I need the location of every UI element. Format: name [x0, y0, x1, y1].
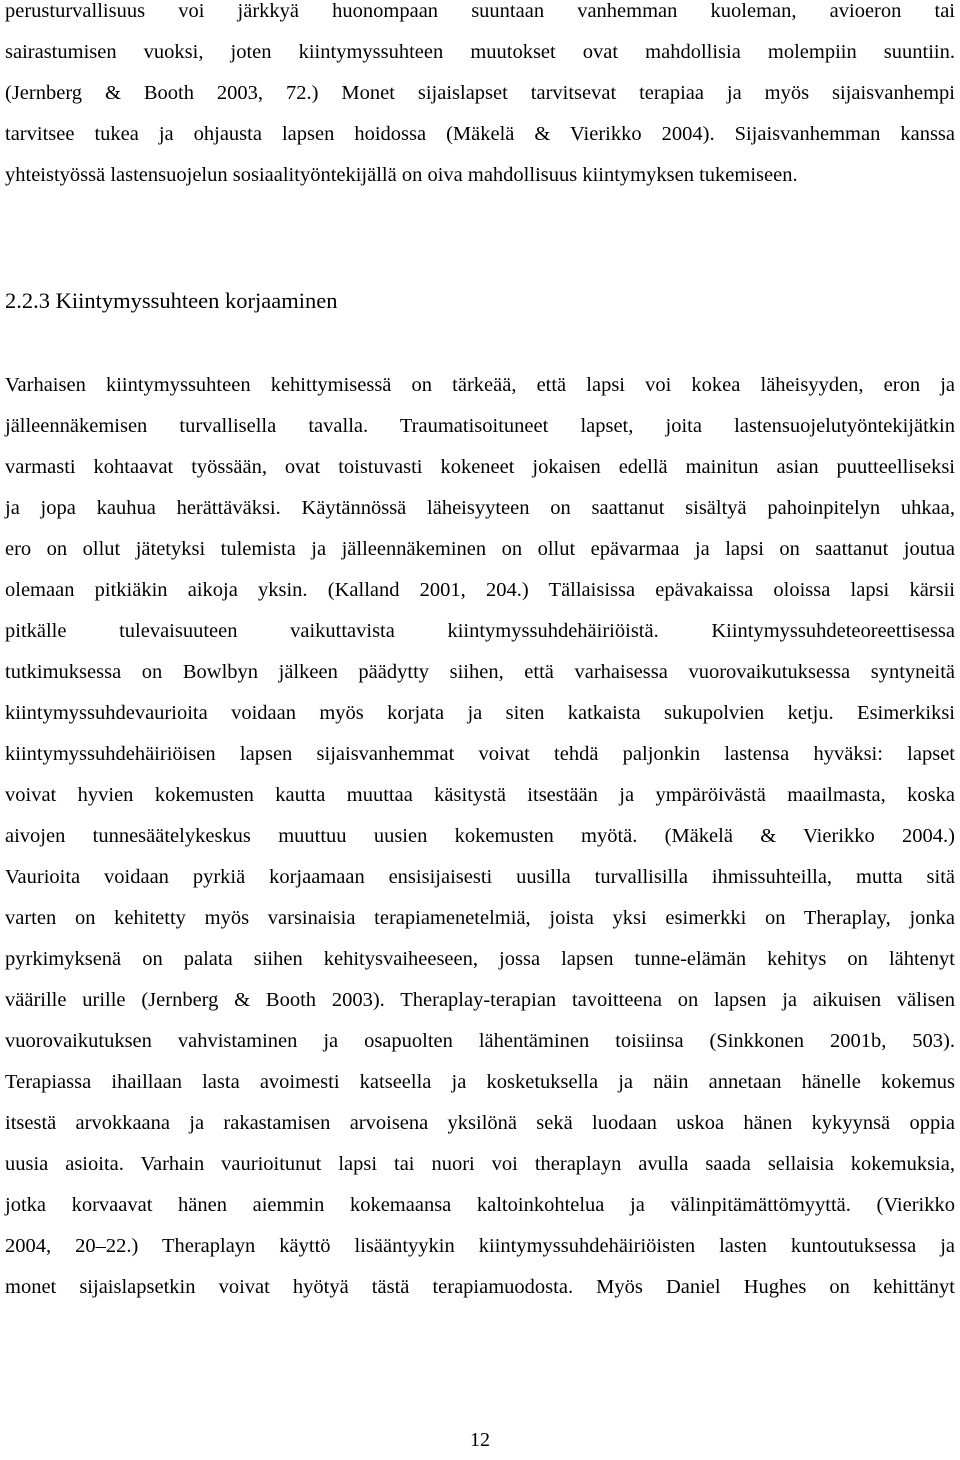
text-line: pitkälle tulevaisuuteen vaikuttavista kiintymyssuhdehäiriöistä. Kiintymyssuhdeteoreettisessa: [5, 620, 955, 642]
text-line: Vaurioita voidaan pyrkiä korjaamaan ensisijaisesti uusilla turvallisilla ihmissuhteilla, mutta sitä: [5, 866, 955, 888]
text-line: aivojen tunnesäätelykeskus muuttuu uusien kokemusten myötä. (Mäkelä & Vierikko 2004.): [5, 825, 955, 847]
text-line: 2004, 20‒22.) Theraplayn käyttö lisääntyykin kiintymyssuhdehäiriöisten lasten kuntoutuksessa ja: [5, 1235, 955, 1257]
text-line: itsestä arvokkaana ja rakastamisen arvoisena yksilönä sekä luodaan uskoa hänen kykyynsä oppia: [5, 1112, 955, 1134]
section-heading: 2.2.3 Kiintymyssuhteen korjaaminen: [5, 288, 338, 313]
text-line: kiintymyssuhdevaurioita voidaan myös korjata ja siten katkaista sukupolvien ketju. Esimerkiksi: [5, 702, 955, 724]
text-line: tarvitsee tukea ja ohjausta lapsen hoidossa (Mäkelä & Vierikko 2004). Sijaisvanhemman kanssa: [5, 123, 955, 145]
text-line: väärille urille (Jernberg & Booth 2003). Theraplay-terapian tavoitteena on lapsen ja aikuisen välisen: [5, 989, 955, 1011]
text-line: vuorovaikutuksen vahvistaminen ja osapuolten lähentäminen toisiinsa (Sinkkonen 2001b, 503).: [5, 1030, 955, 1052]
text-line: jälleennäkemisen turvallisella tavalla. Traumatisoituneet lapset, joita lastensuojelutyöntekijätkin: [5, 415, 955, 437]
text-line: ja jopa kauhua herättäväksi. Käytännössä läheisyyteen on saattanut sisältyä pahoinpitelyn uhkaa,: [5, 497, 955, 519]
page-number: 12: [470, 1429, 490, 1451]
text-line: sairastumisen vuoksi, joten kiintymyssuhteen muutokset ovat mahdollisia molempiin suuntiin.: [5, 41, 955, 63]
text-line: varten on kehitetty myös varsinaisia terapiamenetelmiä, joista yksi esimerkki on Theraplay, jonka: [5, 907, 955, 929]
text-line: ero on ollut jätetyksi tulemista ja jälleennäkeminen on ollut epävarmaa ja lapsi on saattanut joutua: [5, 538, 955, 560]
text-line: (Jernberg & Booth 2003, 72.) Monet sijaislapset tarvitsevat terapiaa ja myös sijaisvanhempi: [5, 82, 955, 104]
text-line: Terapiassa ihaillaan lasta avoimesti katseella ja kosketuksella ja näin annetaan hänelle kokemus: [5, 1071, 955, 1093]
text-line: monet sijaislapsetkin voivat hyötyä tästä terapiamuodosta. Myös Daniel Hughes on kehittänyt: [5, 1276, 955, 1298]
text-line: perusturvallisuus voi järkkyä huonompaan suuntaan vanhemman kuoleman, avioeron tai: [5, 0, 955, 22]
text-line: yhteistyössä lastensuojelun sosiaalityöntekijällä on oiva mahdollisuus kiintymyksen tukemiseen.: [5, 164, 798, 186]
text-line: Varhaisen kiintymyssuhteen kehittymisessä on tärkeää, että lapsi voi kokea läheisyyden, eron ja: [5, 374, 955, 396]
text-line: tutkimuksessa on Bowlbyn jälkeen päädytty siihen, että varhaisessa vuorovaikutuksessa syntyneitä: [5, 661, 955, 683]
document-page: [5, 0, 955, 1451]
text-line: olemaan pitkiäkin aikoja yksin. (Kalland 2001, 204.) Tällaisissa epävakaissa oloissa lapsi kärsii: [5, 579, 955, 601]
text-line: voivat hyvien kokemusten kautta muuttaa käsitystä itsestään ja ympäröivästä maailmasta, koska: [5, 784, 955, 806]
text-line: uusia asioita. Varhain vaurioitunut lapsi tai nuori voi theraplayn avulla saada sellaisia kokemuksia,: [5, 1153, 955, 1175]
text-line: jotka korvaavat hänen aiemmin kokemaansa kaltoinkohtelua ja välinpitämättömyyttä. (Vierikko: [5, 1194, 955, 1216]
text-line: kiintymyssuhdehäiriöisen lapsen sijaisvanhemmat voivat tehdä paljonkin lastensa hyväksi: lapset: [5, 743, 955, 765]
text-line: pyrkimyksenä on palata siihen kehitysvaiheeseen, jossa lapsen tunne-elämän kehitys on lähtenyt: [5, 948, 955, 970]
text-line: varmasti kohtaavat työssään, ovat toistuvasti kokeneet jokaisen edellä mainitun asian puutteelliseksi: [5, 456, 955, 478]
